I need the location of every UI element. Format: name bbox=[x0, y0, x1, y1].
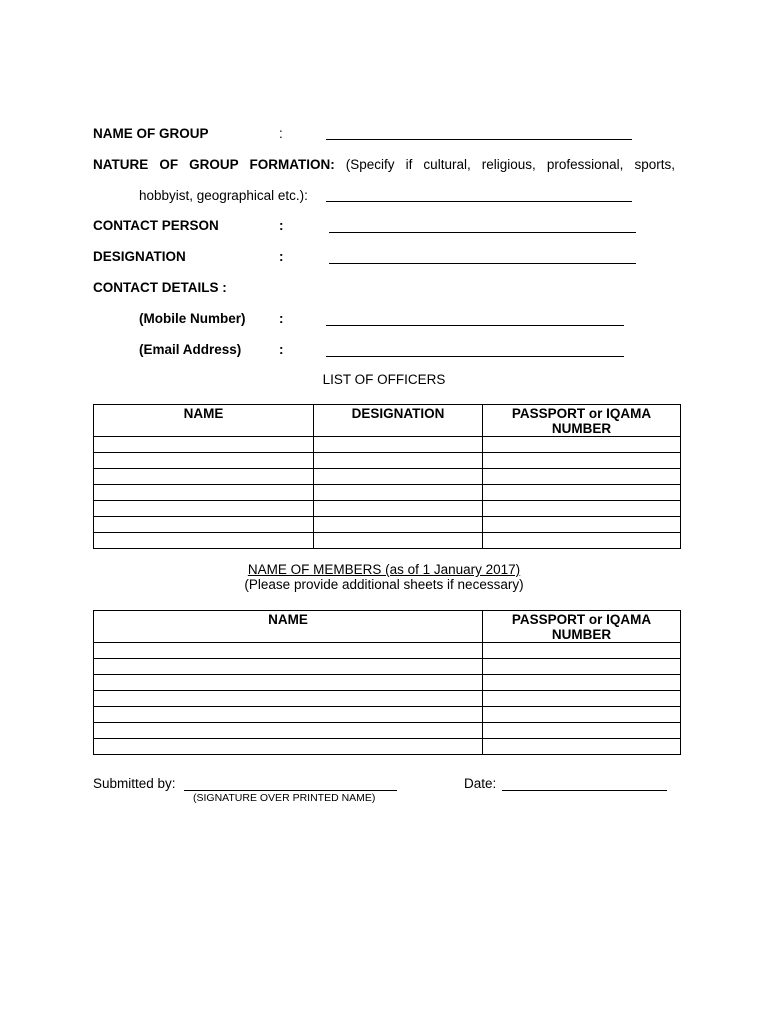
officers-table bbox=[93, 404, 681, 549]
designation-label: DESIGNATION bbox=[93, 249, 186, 264]
members-table bbox=[93, 610, 681, 755]
nature-line bbox=[93, 157, 675, 173]
date-label: Date: bbox=[464, 776, 497, 791]
mobile-field[interactable] bbox=[326, 325, 624, 326]
nature-label: NATURE OF GROUP FORMATION: bbox=[93, 157, 335, 172]
colon: : bbox=[279, 249, 284, 264]
table-row bbox=[94, 659, 681, 675]
col-header: PASSPORT or IQAMA NUMBER bbox=[511, 612, 652, 642]
table-cell[interactable] bbox=[483, 675, 681, 691]
table-row bbox=[94, 533, 681, 549]
signature-caption: (SIGNATURE OVER PRINTED NAME) bbox=[193, 792, 376, 804]
table-cell[interactable] bbox=[483, 739, 681, 755]
table-cell[interactable] bbox=[483, 453, 681, 469]
table-cell[interactable] bbox=[483, 437, 681, 453]
table-row bbox=[94, 675, 681, 691]
table-cell[interactable] bbox=[94, 437, 314, 453]
officers-title: LIST OF OFFICERS bbox=[322, 372, 446, 387]
table-cell[interactable] bbox=[94, 659, 483, 675]
table-row bbox=[94, 723, 681, 739]
table-cell[interactable] bbox=[483, 723, 681, 739]
table-row bbox=[94, 453, 681, 469]
colon: : bbox=[279, 342, 284, 357]
nature-field[interactable] bbox=[326, 201, 632, 202]
colon: : bbox=[279, 126, 283, 141]
table-cell[interactable] bbox=[94, 739, 483, 755]
members-subtitle: (Please provide additional sheets if necessary) bbox=[244, 577, 524, 592]
contact-person-field[interactable] bbox=[329, 232, 636, 233]
table-cell[interactable] bbox=[94, 501, 314, 517]
table-cell[interactable] bbox=[314, 437, 483, 453]
table-row bbox=[94, 485, 681, 501]
table-cell[interactable] bbox=[483, 469, 681, 485]
table-cell[interactable] bbox=[483, 501, 681, 517]
members-col-name bbox=[94, 611, 483, 643]
table-cell[interactable] bbox=[314, 469, 483, 485]
table-cell[interactable] bbox=[94, 723, 483, 739]
members-col-passport bbox=[483, 611, 681, 643]
date-field[interactable] bbox=[502, 790, 667, 791]
name-of-group-label: NAME OF GROUP bbox=[93, 126, 209, 141]
officers-col-name bbox=[94, 405, 314, 437]
col-header: NAME bbox=[183, 406, 224, 421]
table-row bbox=[94, 739, 681, 755]
table-row bbox=[94, 517, 681, 533]
table-cell[interactable] bbox=[314, 485, 483, 501]
officers-col-designation bbox=[314, 405, 483, 437]
table-cell[interactable] bbox=[94, 643, 483, 659]
table-cell[interactable] bbox=[483, 485, 681, 501]
nature-hint: (Specify if cultural, religious, professional, sports, bbox=[345, 157, 675, 172]
table-row bbox=[94, 469, 681, 485]
col-header: DESIGNATION bbox=[351, 406, 445, 421]
contact-person-label: CONTACT PERSON bbox=[93, 218, 219, 233]
table-cell[interactable] bbox=[314, 501, 483, 517]
name-of-group-field[interactable] bbox=[326, 139, 632, 140]
table-cell[interactable] bbox=[94, 691, 483, 707]
colon: : bbox=[279, 218, 284, 233]
mobile-label: (Mobile Number) bbox=[139, 311, 246, 326]
table-cell[interactable] bbox=[314, 533, 483, 549]
submitted-by-field[interactable] bbox=[184, 790, 397, 791]
col-header: PASSPORT or IQAMA NUMBER bbox=[511, 406, 652, 436]
table-cell[interactable] bbox=[483, 533, 681, 549]
table-cell[interactable] bbox=[94, 675, 483, 691]
colon: : bbox=[279, 311, 284, 326]
table-row bbox=[94, 643, 681, 659]
table-cell[interactable] bbox=[94, 707, 483, 723]
table-cell[interactable] bbox=[314, 453, 483, 469]
officers-col-passport bbox=[483, 405, 681, 437]
table-cell[interactable] bbox=[94, 469, 314, 485]
members-title: NAME OF MEMBERS (as of 1 January 2017) bbox=[247, 562, 521, 577]
table-cell[interactable] bbox=[94, 453, 314, 469]
table-cell[interactable] bbox=[94, 533, 314, 549]
table-cell[interactable] bbox=[94, 517, 314, 533]
table-cell[interactable] bbox=[483, 643, 681, 659]
table-row bbox=[94, 707, 681, 723]
table-cell[interactable] bbox=[483, 517, 681, 533]
table-row bbox=[94, 437, 681, 453]
table-cell[interactable] bbox=[314, 517, 483, 533]
table-cell[interactable] bbox=[483, 691, 681, 707]
col-header: NAME bbox=[268, 612, 308, 627]
submitted-by-label: Submitted by: bbox=[93, 776, 176, 791]
contact-details-label: CONTACT DETAILS : bbox=[93, 280, 227, 295]
table-cell[interactable] bbox=[483, 659, 681, 675]
table-row bbox=[94, 691, 681, 707]
nature-hint-cont: hobbyist, geographical etc.): bbox=[139, 188, 308, 203]
table-cell[interactable] bbox=[483, 707, 681, 723]
email-field[interactable] bbox=[326, 356, 624, 357]
table-cell[interactable] bbox=[94, 485, 314, 501]
designation-field[interactable] bbox=[329, 263, 636, 264]
email-label: (Email Address) bbox=[139, 342, 242, 357]
table-row bbox=[94, 501, 681, 517]
